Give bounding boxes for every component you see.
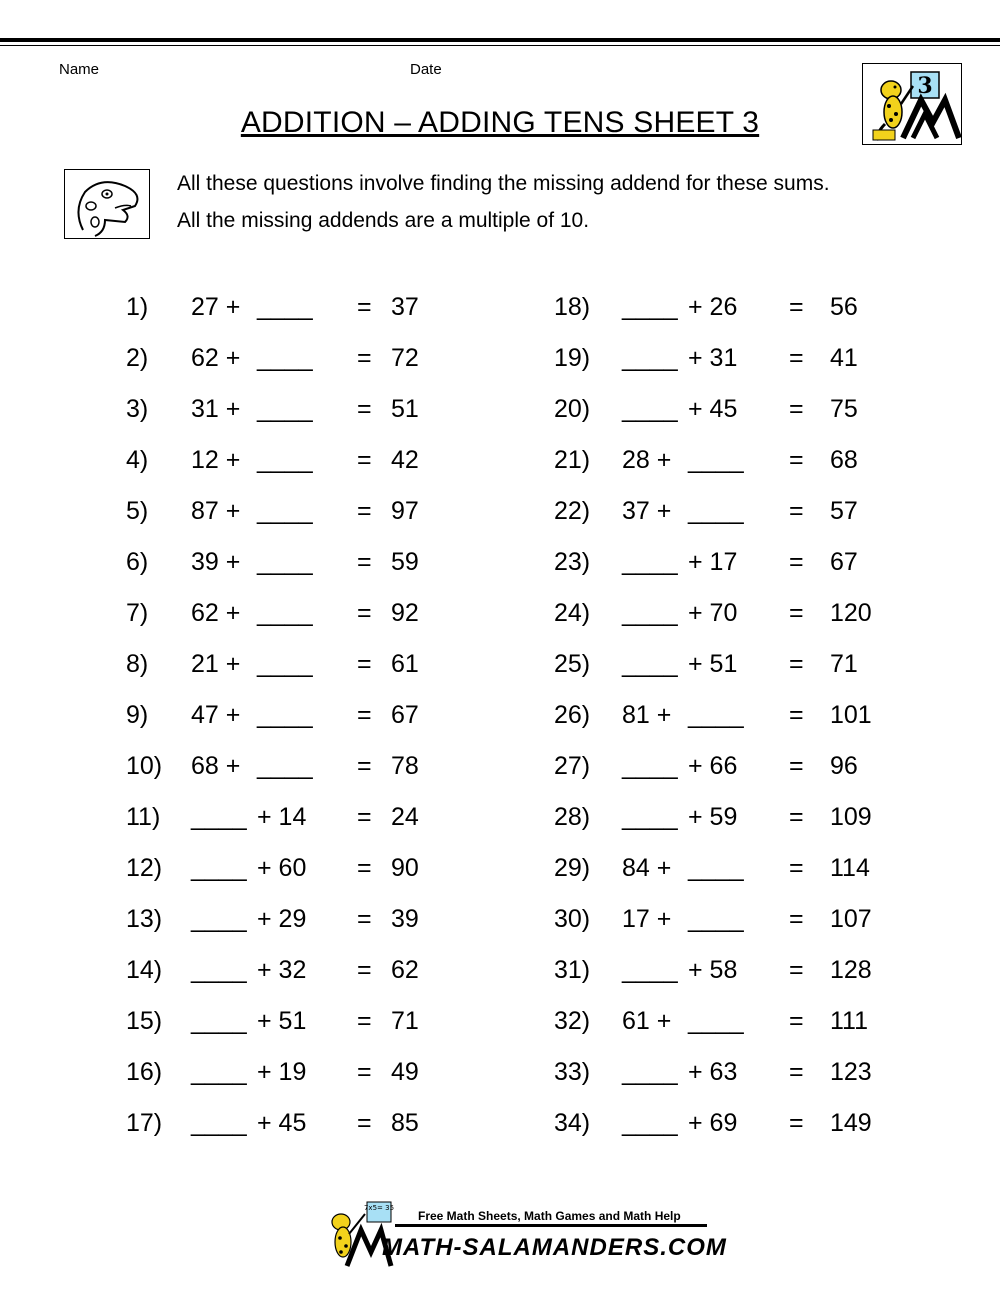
question-right-term: + 63 (688, 1058, 738, 1086)
question-left-term: 61 + (622, 1007, 672, 1035)
question-left-term: ____ (622, 956, 678, 984)
question-right-term: ____ (688, 497, 744, 525)
question-right-term: ____ (257, 650, 313, 678)
top-rule-thin (0, 45, 1000, 46)
question-number: 25) (554, 650, 591, 678)
question-sum: 128 (830, 956, 872, 984)
question-left-term: ____ (622, 344, 678, 372)
question-sum: 120 (830, 599, 872, 627)
question-sum: 51 (391, 395, 419, 423)
question-number: 21) (554, 446, 591, 474)
question-right-term: + 29 (257, 905, 307, 933)
question-right-term: + 58 (688, 956, 738, 984)
question-sum: 149 (830, 1109, 872, 1137)
question-left-term: 62 + (191, 344, 241, 372)
question-left-term: ____ (191, 803, 247, 831)
question-left-term: ____ (191, 905, 247, 933)
question-left-term: 87 + (191, 497, 241, 525)
equals-sign: = (789, 344, 804, 372)
equals-sign: = (789, 956, 804, 984)
equals-sign: = (357, 701, 372, 729)
question-sum: 114 (830, 854, 870, 882)
question-sum: 62 (391, 956, 419, 984)
question-number: 30) (554, 905, 591, 933)
question-left-term: ____ (622, 1109, 678, 1137)
question-number: 19) (554, 344, 591, 372)
question-sum: 71 (391, 1007, 419, 1035)
equals-sign: = (789, 905, 804, 933)
question-left-term: ____ (622, 803, 678, 831)
question-left-term: 27 + (191, 293, 241, 321)
question-number: 12) (126, 854, 163, 882)
question-right-term: ____ (688, 854, 744, 882)
equals-sign: = (789, 293, 804, 321)
question-sum: 67 (830, 548, 858, 576)
question-sum: 78 (391, 752, 419, 780)
question-sum: 72 (391, 344, 419, 372)
question-right-term: + 51 (688, 650, 738, 678)
equals-sign: = (357, 599, 372, 627)
question-right-term: ____ (257, 446, 313, 474)
question-left-term: ____ (622, 599, 678, 627)
question-left-term: 17 + (622, 905, 672, 933)
question-number: 8) (126, 650, 149, 678)
question-sum: 56 (830, 293, 858, 321)
intro-line-1: All these questions involve finding the missing addend for these sums. (177, 172, 830, 195)
question-sum: 111 (830, 1007, 869, 1035)
equals-sign: = (357, 1109, 372, 1137)
question-sum: 123 (830, 1058, 872, 1086)
question-right-term: ____ (688, 1007, 744, 1035)
question-right-term: ____ (257, 752, 313, 780)
equals-sign: = (357, 905, 372, 933)
question-number: 18) (554, 293, 591, 321)
equals-sign: = (789, 701, 804, 729)
question-right-term: + 66 (688, 752, 738, 780)
equals-sign: = (789, 1058, 804, 1086)
question-left-term: ____ (622, 548, 678, 576)
question-right-term: + 14 (257, 803, 307, 831)
question-sum: 24 (391, 803, 419, 831)
question-number: 15) (126, 1007, 163, 1035)
equals-sign: = (789, 599, 804, 627)
question-right-term: ____ (257, 344, 313, 372)
question-right-term: ____ (257, 599, 313, 627)
question-right-term: ____ (688, 701, 744, 729)
question-number: 7) (126, 599, 149, 627)
question-number: 5) (126, 497, 149, 525)
equals-sign: = (789, 1109, 804, 1137)
question-number: 34) (554, 1109, 591, 1137)
equals-sign: = (789, 854, 804, 882)
question-left-term: ____ (191, 854, 247, 882)
question-right-term: + 70 (688, 599, 738, 627)
question-left-term: ____ (191, 1058, 247, 1086)
question-left-term: ____ (622, 395, 678, 423)
question-sum: 97 (391, 497, 419, 525)
question-right-term: ____ (257, 497, 313, 525)
question-left-term: 84 + (622, 854, 672, 882)
question-left-term: 12 + (191, 446, 241, 474)
question-number: 13) (126, 905, 163, 933)
question-number: 20) (554, 395, 591, 423)
equals-sign: = (789, 497, 804, 525)
question-sum: 68 (830, 446, 858, 474)
question-number: 11) (126, 803, 161, 831)
equals-sign: = (357, 446, 372, 474)
question-number: 24) (554, 599, 591, 627)
question-sum: 96 (830, 752, 858, 780)
question-right-term: ____ (257, 293, 313, 321)
question-number: 27) (554, 752, 591, 780)
question-number: 14) (126, 956, 163, 984)
question-right-term: + 31 (688, 344, 738, 372)
page-title: ADDITION – ADDING TENS SHEET 3 (240, 106, 760, 139)
question-sum: 59 (391, 548, 419, 576)
equals-sign: = (789, 1007, 804, 1035)
question-right-term: ____ (688, 446, 744, 474)
question-left-term: 21 + (191, 650, 241, 678)
question-number: 31) (554, 956, 591, 984)
name-label: Name (59, 61, 100, 78)
equals-sign: = (357, 1058, 372, 1086)
question-sum: 101 (830, 701, 872, 729)
question-number: 23) (554, 548, 591, 576)
question-sum: 61 (391, 650, 419, 678)
equals-sign: = (789, 650, 804, 678)
question-left-term: 37 + (622, 497, 672, 525)
question-left-term: ____ (191, 1007, 247, 1035)
question-sum: 71 (830, 650, 858, 678)
date-label: Date (410, 61, 442, 78)
question-right-term: + 32 (257, 956, 307, 984)
question-number: 3) (126, 395, 149, 423)
footer-site-name: MATH-SALAMANDERS.COM (382, 1234, 727, 1261)
equals-sign: = (789, 446, 804, 474)
logo-card-text: 7x5= 35 (363, 1204, 395, 1212)
question-sum: 37 (391, 293, 419, 321)
question-number: 17) (126, 1109, 163, 1137)
question-number: 29) (554, 854, 591, 882)
question-left-term: ____ (622, 752, 678, 780)
question-sum: 39 (391, 905, 419, 933)
question-right-term: + 45 (257, 1109, 307, 1137)
question-sum: 107 (830, 905, 872, 933)
question-right-term: ____ (257, 548, 313, 576)
top-rule (0, 38, 1000, 42)
footer-tagline: Free Math Sheets, Math Games and Math Help (418, 1209, 681, 1223)
equals-sign: = (789, 548, 804, 576)
question-left-term: ____ (622, 293, 678, 321)
question-right-term: ____ (257, 701, 313, 729)
question-sum: 41 (830, 344, 858, 372)
question-right-term: ____ (257, 395, 313, 423)
question-sum: 92 (391, 599, 419, 627)
question-right-term: + 69 (688, 1109, 738, 1137)
equals-sign: = (789, 752, 804, 780)
question-sum: 49 (391, 1058, 419, 1086)
question-number: 22) (554, 497, 591, 525)
equals-sign: = (789, 395, 804, 423)
equals-sign: = (357, 854, 372, 882)
equals-sign: = (357, 548, 372, 576)
question-number: 9) (126, 701, 149, 729)
intro-line-2: All the missing addends are a multiple of 10. (177, 209, 590, 232)
equals-sign: = (357, 803, 372, 831)
question-right-term: + 26 (688, 293, 738, 321)
question-number: 10) (126, 752, 163, 780)
question-number: 16) (126, 1058, 163, 1086)
question-sum: 75 (830, 395, 858, 423)
question-left-term: 62 + (191, 599, 241, 627)
equals-sign: = (357, 344, 372, 372)
equals-sign: = (789, 803, 804, 831)
question-left-term: 81 + (622, 701, 672, 729)
question-left-term: 39 + (191, 548, 241, 576)
question-number: 4) (126, 446, 149, 474)
question-left-term: ____ (622, 1058, 678, 1086)
question-sum: 85 (391, 1109, 419, 1137)
question-number: 2) (126, 344, 149, 372)
equals-sign: = (357, 956, 372, 984)
question-left-term: ____ (191, 956, 247, 984)
question-right-term: + 60 (257, 854, 307, 882)
question-right-term: + 17 (688, 548, 738, 576)
question-sum: 109 (830, 803, 872, 831)
equals-sign: = (357, 1007, 372, 1035)
question-right-term: + 51 (257, 1007, 307, 1035)
question-right-term: + 45 (688, 395, 738, 423)
question-right-term: + 59 (688, 803, 738, 831)
question-sum: 67 (391, 701, 419, 729)
question-number: 26) (554, 701, 591, 729)
question-right-term: + 19 (257, 1058, 307, 1086)
level-number: 3 (917, 73, 933, 99)
question-sum: 42 (391, 446, 419, 474)
question-sum: 90 (391, 854, 419, 882)
question-right-term: ____ (688, 905, 744, 933)
question-number: 1) (126, 293, 149, 321)
equals-sign: = (357, 395, 372, 423)
question-number: 32) (554, 1007, 591, 1035)
question-left-term: 47 + (191, 701, 241, 729)
question-number: 33) (554, 1058, 591, 1086)
question-left-term: 68 + (191, 752, 241, 780)
question-left-term: ____ (622, 650, 678, 678)
question-sum: 57 (830, 497, 858, 525)
question-left-term: ____ (191, 1109, 247, 1137)
question-left-term: 28 + (622, 446, 672, 474)
equals-sign: = (357, 497, 372, 525)
salamander-head-icon (65, 170, 149, 238)
question-number: 6) (126, 548, 149, 576)
equals-sign: = (357, 293, 372, 321)
question-left-term: 31 + (191, 395, 241, 423)
equals-sign: = (357, 650, 372, 678)
equals-sign: = (357, 752, 372, 780)
intro-icon-box (64, 169, 150, 239)
question-number: 28) (554, 803, 591, 831)
